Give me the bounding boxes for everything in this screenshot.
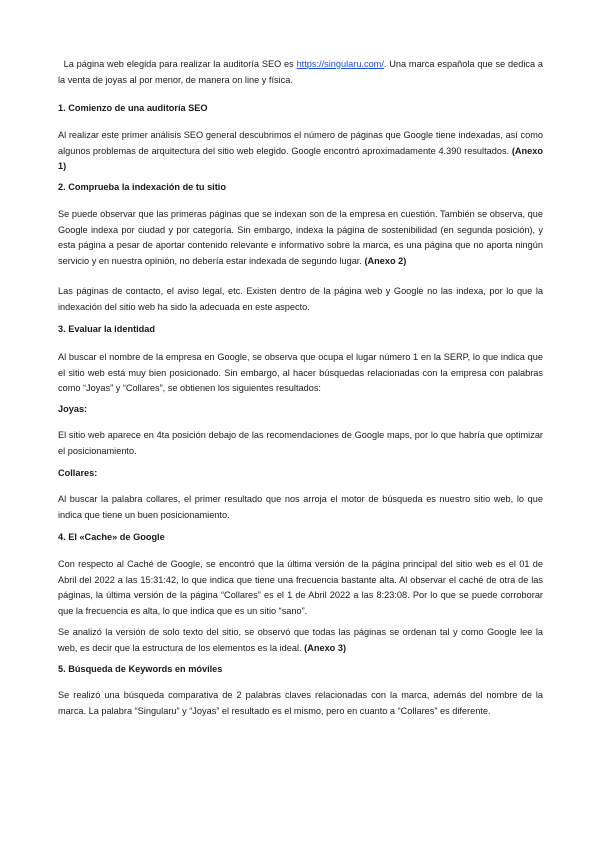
section-3-heading: 3. Evaluar la identidad — [58, 324, 156, 334]
site-link[interactable]: https://singularu.com/ — [296, 59, 384, 69]
intro-text-after: . Una marca española que se dedica a la venta de joyas al por menor, de manera on line y física. — [58, 59, 544, 85]
collares-label: Collares: — [58, 468, 98, 478]
section-4-text: Se analizó la versión de solo texto del sitio, se observó que todas las páginas se ordenan tal y como Google lee la web, es decir que la estructura de los elementos es la ideal. — [58, 627, 543, 653]
intro-paragraph — [58, 57, 543, 88]
section-2-paragraph-2: Las páginas de contacto, el aviso legal, etc. Existen dentro de la página web y Google no las indexa, por lo que la indexación del sitio web ha sido la adecuada en este aspecto. — [58, 286, 543, 312]
intro-text: La página web elegida para realizar la auditoría SEO es — [63, 59, 297, 69]
section-4-paragraph-1: Con respecto al Caché de Google, se encontró que la última versión de la página principal del sitio web es el 01 de Abril del 2022 a las 15:31:42, lo que indica que tiene una frecuencia bastante alta. Al observar el caché de otra de las páginas, la última versión de la página “Collares” es el 1 de Abril 2022 a las 8:23:08. Por lo que se puede corroborar que la frecuencia es alta, lo que indica que es un sitio “sano”. — [58, 559, 543, 616]
annex-1-ref: (Anexo 1) — [58, 145, 543, 172]
joyas-label: Joyas: — [58, 404, 88, 414]
section-3-paragraph: Al buscar el nombre de la empresa en Google, se observa que ocupa el lugar número 1 en la SERP, lo que indica que el sitio web está muy bien posicionado. Sin embargo, al hacer búsquedas relacionadas con la empresa con palabras como “Joyas” y “Collares”, se obtienen los siguientes resultados: — [58, 352, 543, 394]
annex-2-ref: (Anexo 2) — [364, 255, 407, 266]
annex-3-ref: (Anexo 3) — [304, 642, 347, 653]
joyas-paragraph: El sitio web aparece en 4ta posición debajo de las recomendaciones de Google maps, por lo que habría que optimizar el posicionamiento. — [58, 430, 543, 456]
section-2-heading: 2. Comprueba la indexación de tu sitio — [58, 182, 226, 192]
section-1-paragraph — [58, 128, 543, 175]
section-4-paragraph-2 — [58, 625, 543, 656]
section-4-heading: 4. El «Cache» de Google — [58, 532, 165, 542]
section-5-paragraph: Se realizó una búsqueda comparativa de 2 palabras claves relacionadas con la marca, además del nombre de la marca. La palabra “Singularu” y “Joyas” el resultado es el mismo, pero en cuanto a “Collares” es diferente. — [58, 690, 543, 716]
section-1-heading: 1. Comienzo de una auditoría SEO — [58, 103, 208, 113]
section-1-text: Al realizar este primer análisis SEO general descubrimos el número de páginas que Google tiene indexadas, así como algunos problemas de arquitectura del sitio web elegido. Google encontró aproximadamente 4.390 resultados. — [58, 130, 543, 156]
section-5-heading: 5. Búsqueda de Keywords en móviles — [58, 664, 223, 674]
section-2-text: Se puede observar que las primeras páginas que se indexan son de la empresa en cuestión. También se observa, que Google indexa por ciudad y por categoría. Sin embargo, indexa la página de sostenibilidad (en segunda posición), y esta página a pesar de aportar contenido relevante e informativo sobre la marca, es una página que no aporta ningún servicio y en nuestra opinión, no debería estar indexada de segundo lugar. — [58, 209, 543, 266]
section-2-paragraph-1 — [58, 207, 543, 269]
collares-paragraph: Al buscar la palabra collares, el primer resultado que nos arroja el motor de búsqueda es nuestro sitio web, lo que indica que tiene un buen posicionamiento. — [58, 494, 543, 520]
